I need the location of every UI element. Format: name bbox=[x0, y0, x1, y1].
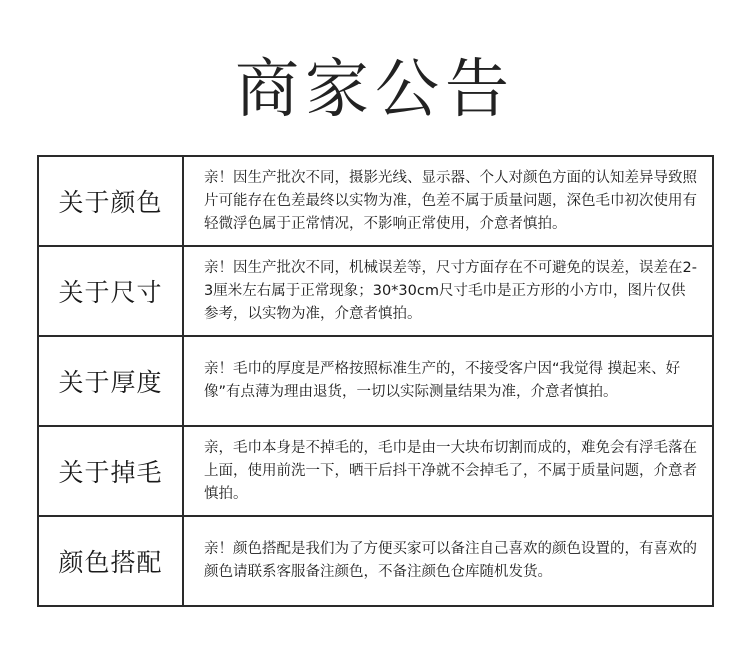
page-title: 商家公告 bbox=[235, 53, 515, 127]
row-content: 亲，毛巾本身是不掉毛的，毛巾是由一大块布切割而成的，难免会有浮毛落在上面，使用前洗一下，晒干后抖干净就不会掉毛了，不属于质量问题，介意者慎拍。 bbox=[183, 426, 713, 516]
notice-table bbox=[37, 155, 714, 607]
notice-row-size bbox=[38, 246, 713, 336]
row-content: 亲！毛巾的厚度是严格按照标准生产的，不接受客户因“我觉得 摸起来、好像”有点薄为理由退货，一切以实际测量结果为准，介意者慎拍。 bbox=[183, 336, 713, 426]
notice-row-thickness bbox=[38, 336, 713, 426]
row-label: 关于尺寸 bbox=[38, 246, 183, 336]
row-label: 关于厚度 bbox=[38, 336, 183, 426]
notice-row-color-matching bbox=[38, 516, 713, 606]
row-content: 亲！因生产批次不同，摄影光线、显示器、个人对颜色方面的认知差异导致照片可能存在色差最终以实物为准，色差不属于质量问题，深色毛巾初次使用有轻微浮色属于正常情况，不影响正常使用，介意者慎拍。 bbox=[183, 156, 713, 246]
row-content: 亲！因生产批次不同，机械误差等，尺寸方面存在不可避免的误差，误差在2-3厘米左右属于正常现象；30*30cm尺寸毛巾是正方形的小方巾，图片仅供参考，以实物为准，介意者慎拍。 bbox=[183, 246, 713, 336]
row-label: 关于掉毛 bbox=[38, 426, 183, 516]
row-label: 关于颜色 bbox=[38, 156, 183, 246]
row-content: 亲！颜色搭配是我们为了方便买家可以备注自己喜欢的颜色设置的，有喜欢的颜色请联系客服备注颜色，不备注颜色仓库随机发货。 bbox=[183, 516, 713, 606]
row-label: 颜色搭配 bbox=[38, 516, 183, 606]
notice-row-shedding bbox=[38, 426, 713, 516]
notice-row-color bbox=[38, 156, 713, 246]
